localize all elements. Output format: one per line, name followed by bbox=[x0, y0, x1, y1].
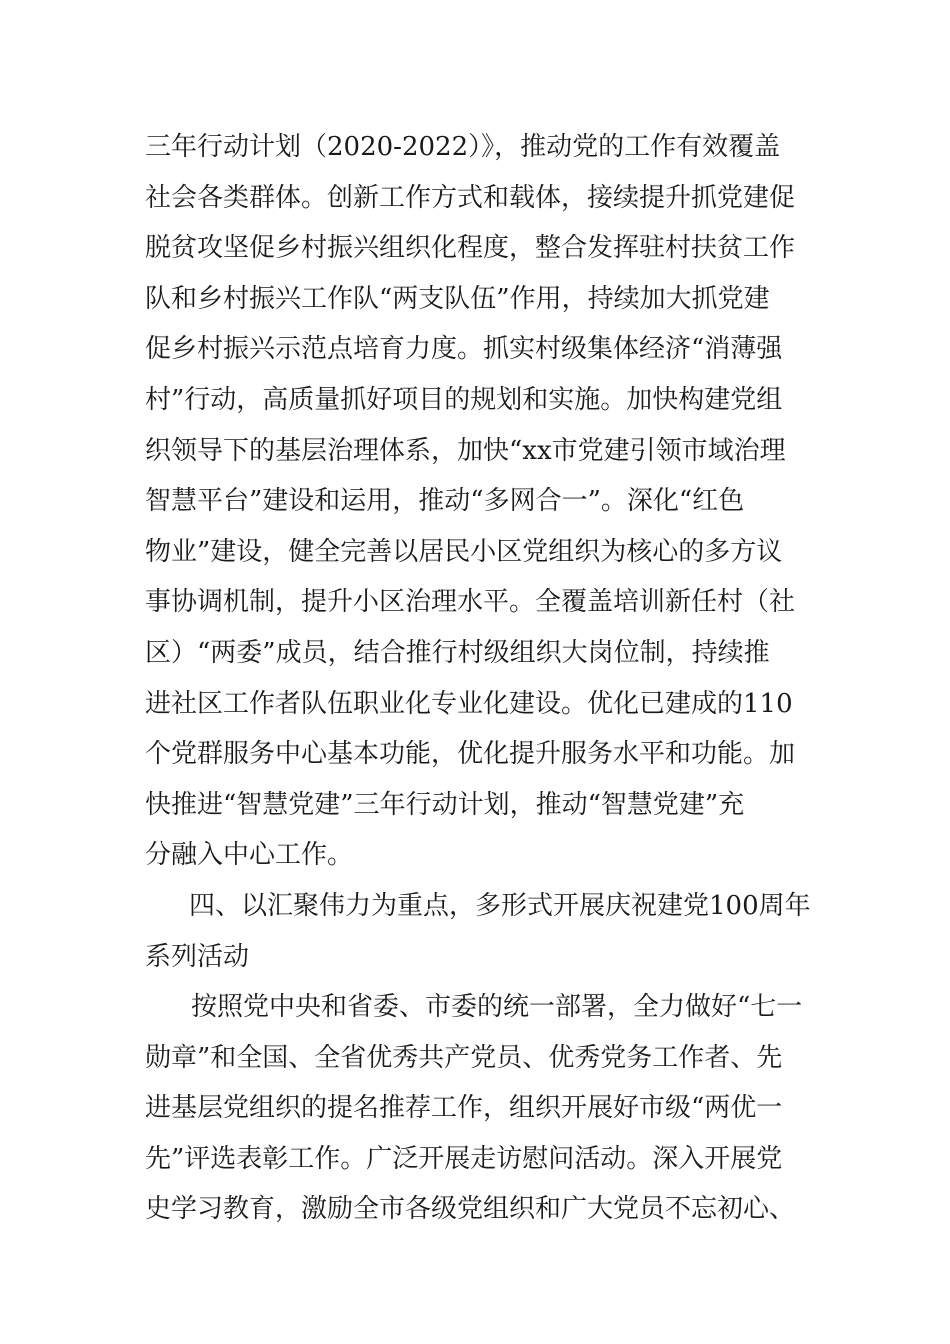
text-line: 社会各类群体。创新工作方式和载体，接续提升抓党建促 bbox=[145, 182, 796, 213]
text-line: 村”行动，高质量抓好项目的规划和实施。加快构建党组 bbox=[145, 384, 783, 415]
document-body bbox=[145, 122, 825, 1235]
text-line: 队和乡村振兴工作队“两支队伍”作用，持续加大抓党建 bbox=[145, 283, 770, 314]
text-line: 织领导下的基层治理体系，加快“xx市党建引领市域治理 bbox=[145, 435, 786, 466]
text-line: 物业”建设，健全完善以居民小区党组织为核心的多方议 bbox=[145, 536, 783, 567]
text-line: 脱贫攻坚促乡村振兴组织化程度，整合发挥驻村扶贫工作 bbox=[145, 233, 796, 264]
text-line: 事协调机制，提升小区治理水平。全覆盖培训新任村（社 bbox=[145, 587, 796, 618]
section-heading bbox=[145, 881, 825, 982]
text-line: 区）“两委”成员，结合推行村级组织大岗位制，持续推 bbox=[145, 637, 770, 668]
text-line: 进基层党组织的提名推荐工作，组织开展好市级“两优一 bbox=[145, 1093, 783, 1124]
text-line: 按照党中央和省委、市委的统一部署，全力做好“七一 bbox=[191, 992, 803, 1023]
text-line: 智慧平台”建设和运用，推动“多网合一”。深化“红色 bbox=[145, 486, 745, 517]
heading-line: 四、以汇聚伟力为重点，多形式开展庆祝建党100周年 bbox=[189, 890, 811, 921]
text-line: 促乡村振兴示范点培育力度。抓实村级集体经济“消薄强 bbox=[145, 334, 783, 365]
text-line: 进社区工作者队伍职业化专业化建设。优化已建成的110 bbox=[145, 688, 793, 719]
text-line: 快推进“智慧党建”三年行动计划，推动“智慧党建”充 bbox=[145, 789, 745, 820]
text-line: 史学习教育，激励全市各级党组织和广大党员不忘初心、 bbox=[145, 1194, 796, 1225]
text-line: 分融入中心工作。 bbox=[145, 840, 354, 871]
text-line: 三年行动计划（2020-2022）》，推动党的工作有效覆盖 bbox=[145, 132, 781, 162]
text-line: 个党群服务中心基本功能，优化提升服务水平和功能。加 bbox=[145, 739, 796, 770]
text-line: 先”评选表彰工作。广泛开展走访慰问活动。深入开展党 bbox=[145, 1143, 783, 1174]
heading-line: 系列活动 bbox=[145, 941, 250, 972]
paragraph-1 bbox=[145, 122, 825, 881]
text-line: 勋章”和全国、全省优秀共产党员、优秀党务工作者、先 bbox=[145, 1042, 783, 1073]
paragraph-2 bbox=[145, 982, 825, 1235]
